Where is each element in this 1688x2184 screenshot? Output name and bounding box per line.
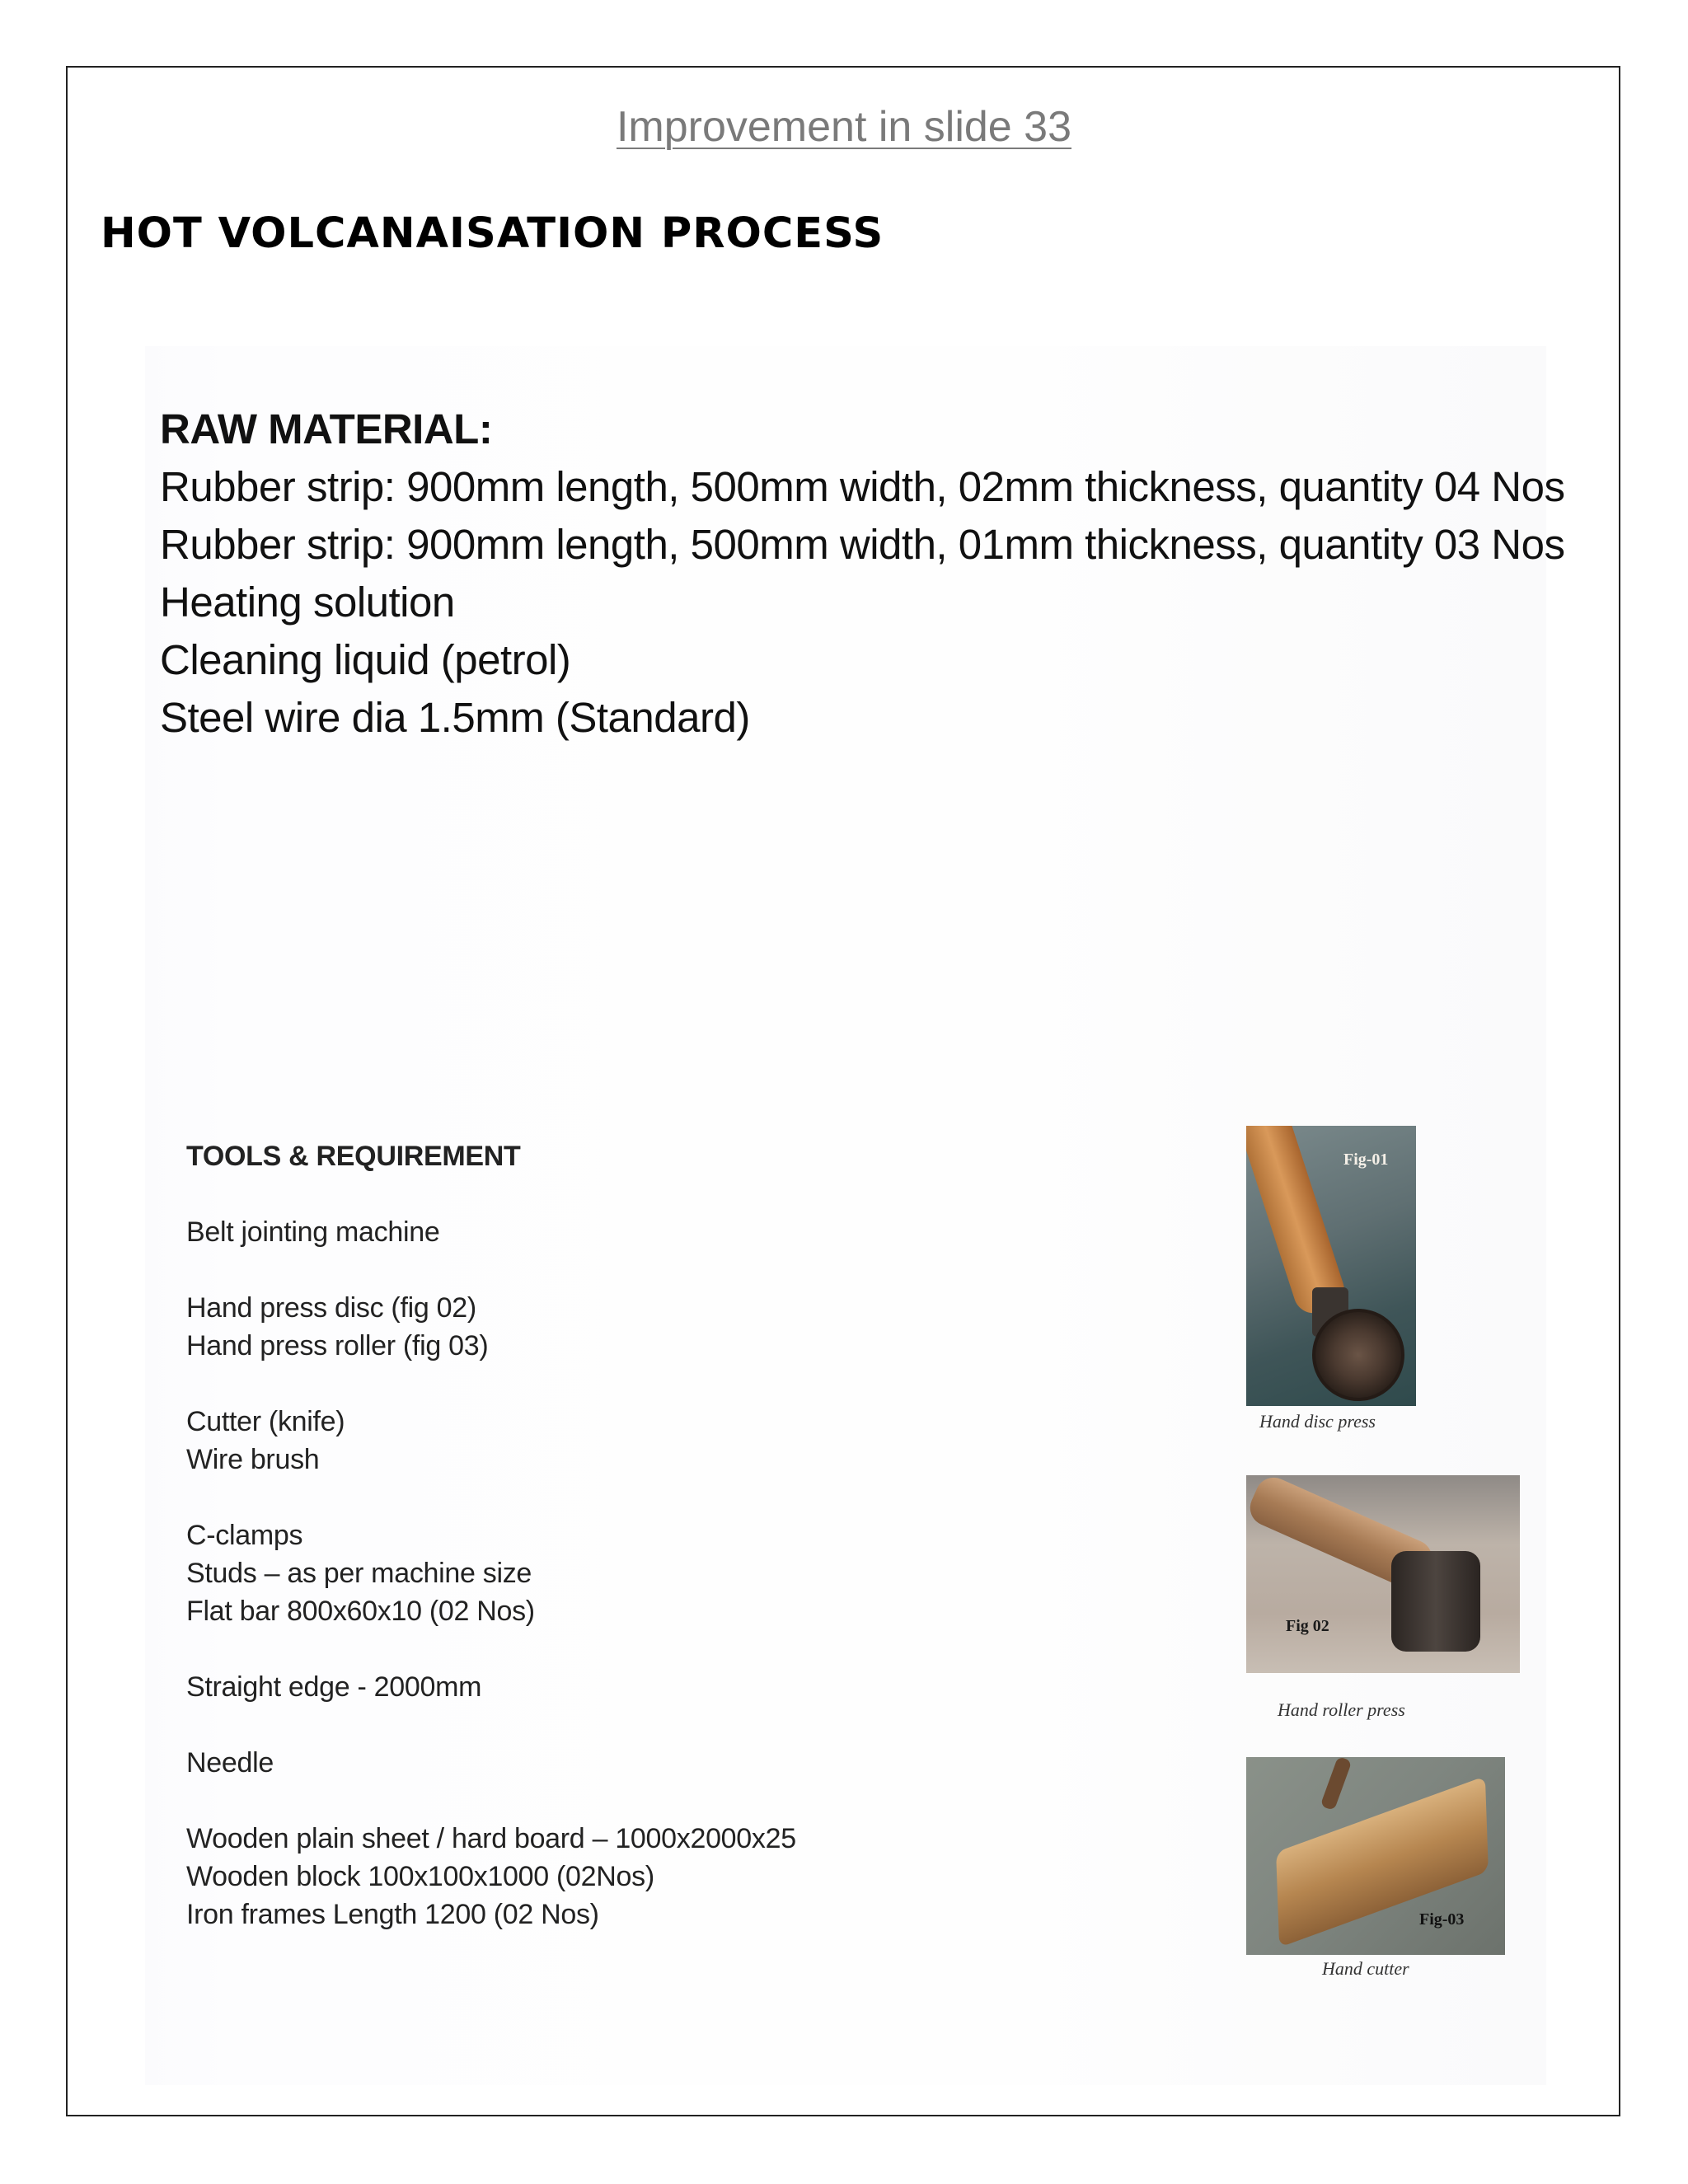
- tool-item: Studs – as per machine size: [186, 1558, 532, 1589]
- figure-label: Fig-01: [1343, 1151, 1389, 1169]
- figure-label: Fig-03: [1419, 1910, 1465, 1929]
- roller-shape: [1391, 1551, 1480, 1652]
- figure-caption: Hand cutter: [1322, 1958, 1409, 1979]
- tool-group: [186, 1744, 796, 1782]
- tool-group: [186, 1516, 796, 1630]
- figure-caption: Hand roller press: [1278, 1699, 1405, 1720]
- hand-cutter-photo: [1246, 1757, 1505, 1955]
- tool-item: Straight edge - 2000mm: [186, 1671, 482, 1703]
- slide-note: Improvement in slide 33: [616, 103, 1072, 151]
- tool-item: Hand press disc (fig 02): [186, 1292, 476, 1324]
- figure-label: Fig 02: [1286, 1617, 1329, 1635]
- tool-group: [186, 1820, 796, 1933]
- tool-item: Belt jointing machine: [186, 1216, 440, 1248]
- tool-group: [186, 1289, 796, 1365]
- pin-shape: [1320, 1757, 1353, 1811]
- raw-material-item: Rubber strip: 900mm length, 500mm width, 02mm thickness, quantity 04 Nos: [160, 463, 1565, 510]
- tools-title: TOOLS & REQUIREMENT: [186, 1141, 521, 1172]
- tool-group: [186, 1213, 796, 1251]
- tools-section: [186, 1137, 796, 1971]
- tool-item: Cutter (knife): [186, 1406, 345, 1437]
- tool-item: Wire brush: [186, 1444, 320, 1475]
- figure-caption: Hand disc press: [1259, 1411, 1376, 1432]
- tool-item: Flat bar 800x60x10 (02 Nos): [186, 1596, 535, 1627]
- tool-group: [186, 1403, 796, 1479]
- raw-material-item: Rubber strip: 900mm length, 500mm width, 01mm thickness, quantity 03 Nos: [160, 521, 1565, 568]
- hand-disc-press-photo: [1246, 1126, 1416, 1406]
- document-title: HOT VOLCANAISATION PROCESS: [101, 209, 884, 258]
- raw-material-item: Cleaning liquid (petrol): [160, 636, 571, 683]
- tool-item: Wooden plain sheet / hard board – 1000x2000x25: [186, 1823, 796, 1854]
- tool-item: Needle: [186, 1747, 274, 1779]
- raw-material-section: [160, 401, 1564, 747]
- tool-item: Iron frames Length 1200 (02 Nos): [186, 1899, 599, 1930]
- raw-material-title: RAW MATERIAL:: [160, 405, 493, 452]
- tool-item: Wooden block 100x100x1000 (02Nos): [186, 1861, 654, 1892]
- tool-item: C-clamps: [186, 1520, 303, 1551]
- disc-shape: [1312, 1309, 1404, 1401]
- raw-material-item: Heating solution: [160, 579, 455, 626]
- tool-group: [186, 1668, 796, 1706]
- tool-item: Hand press roller (fig 03): [186, 1330, 489, 1361]
- raw-material-item: Steel wire dia 1.5mm (Standard): [160, 694, 750, 741]
- hand-roller-press-photo: [1246, 1475, 1520, 1673]
